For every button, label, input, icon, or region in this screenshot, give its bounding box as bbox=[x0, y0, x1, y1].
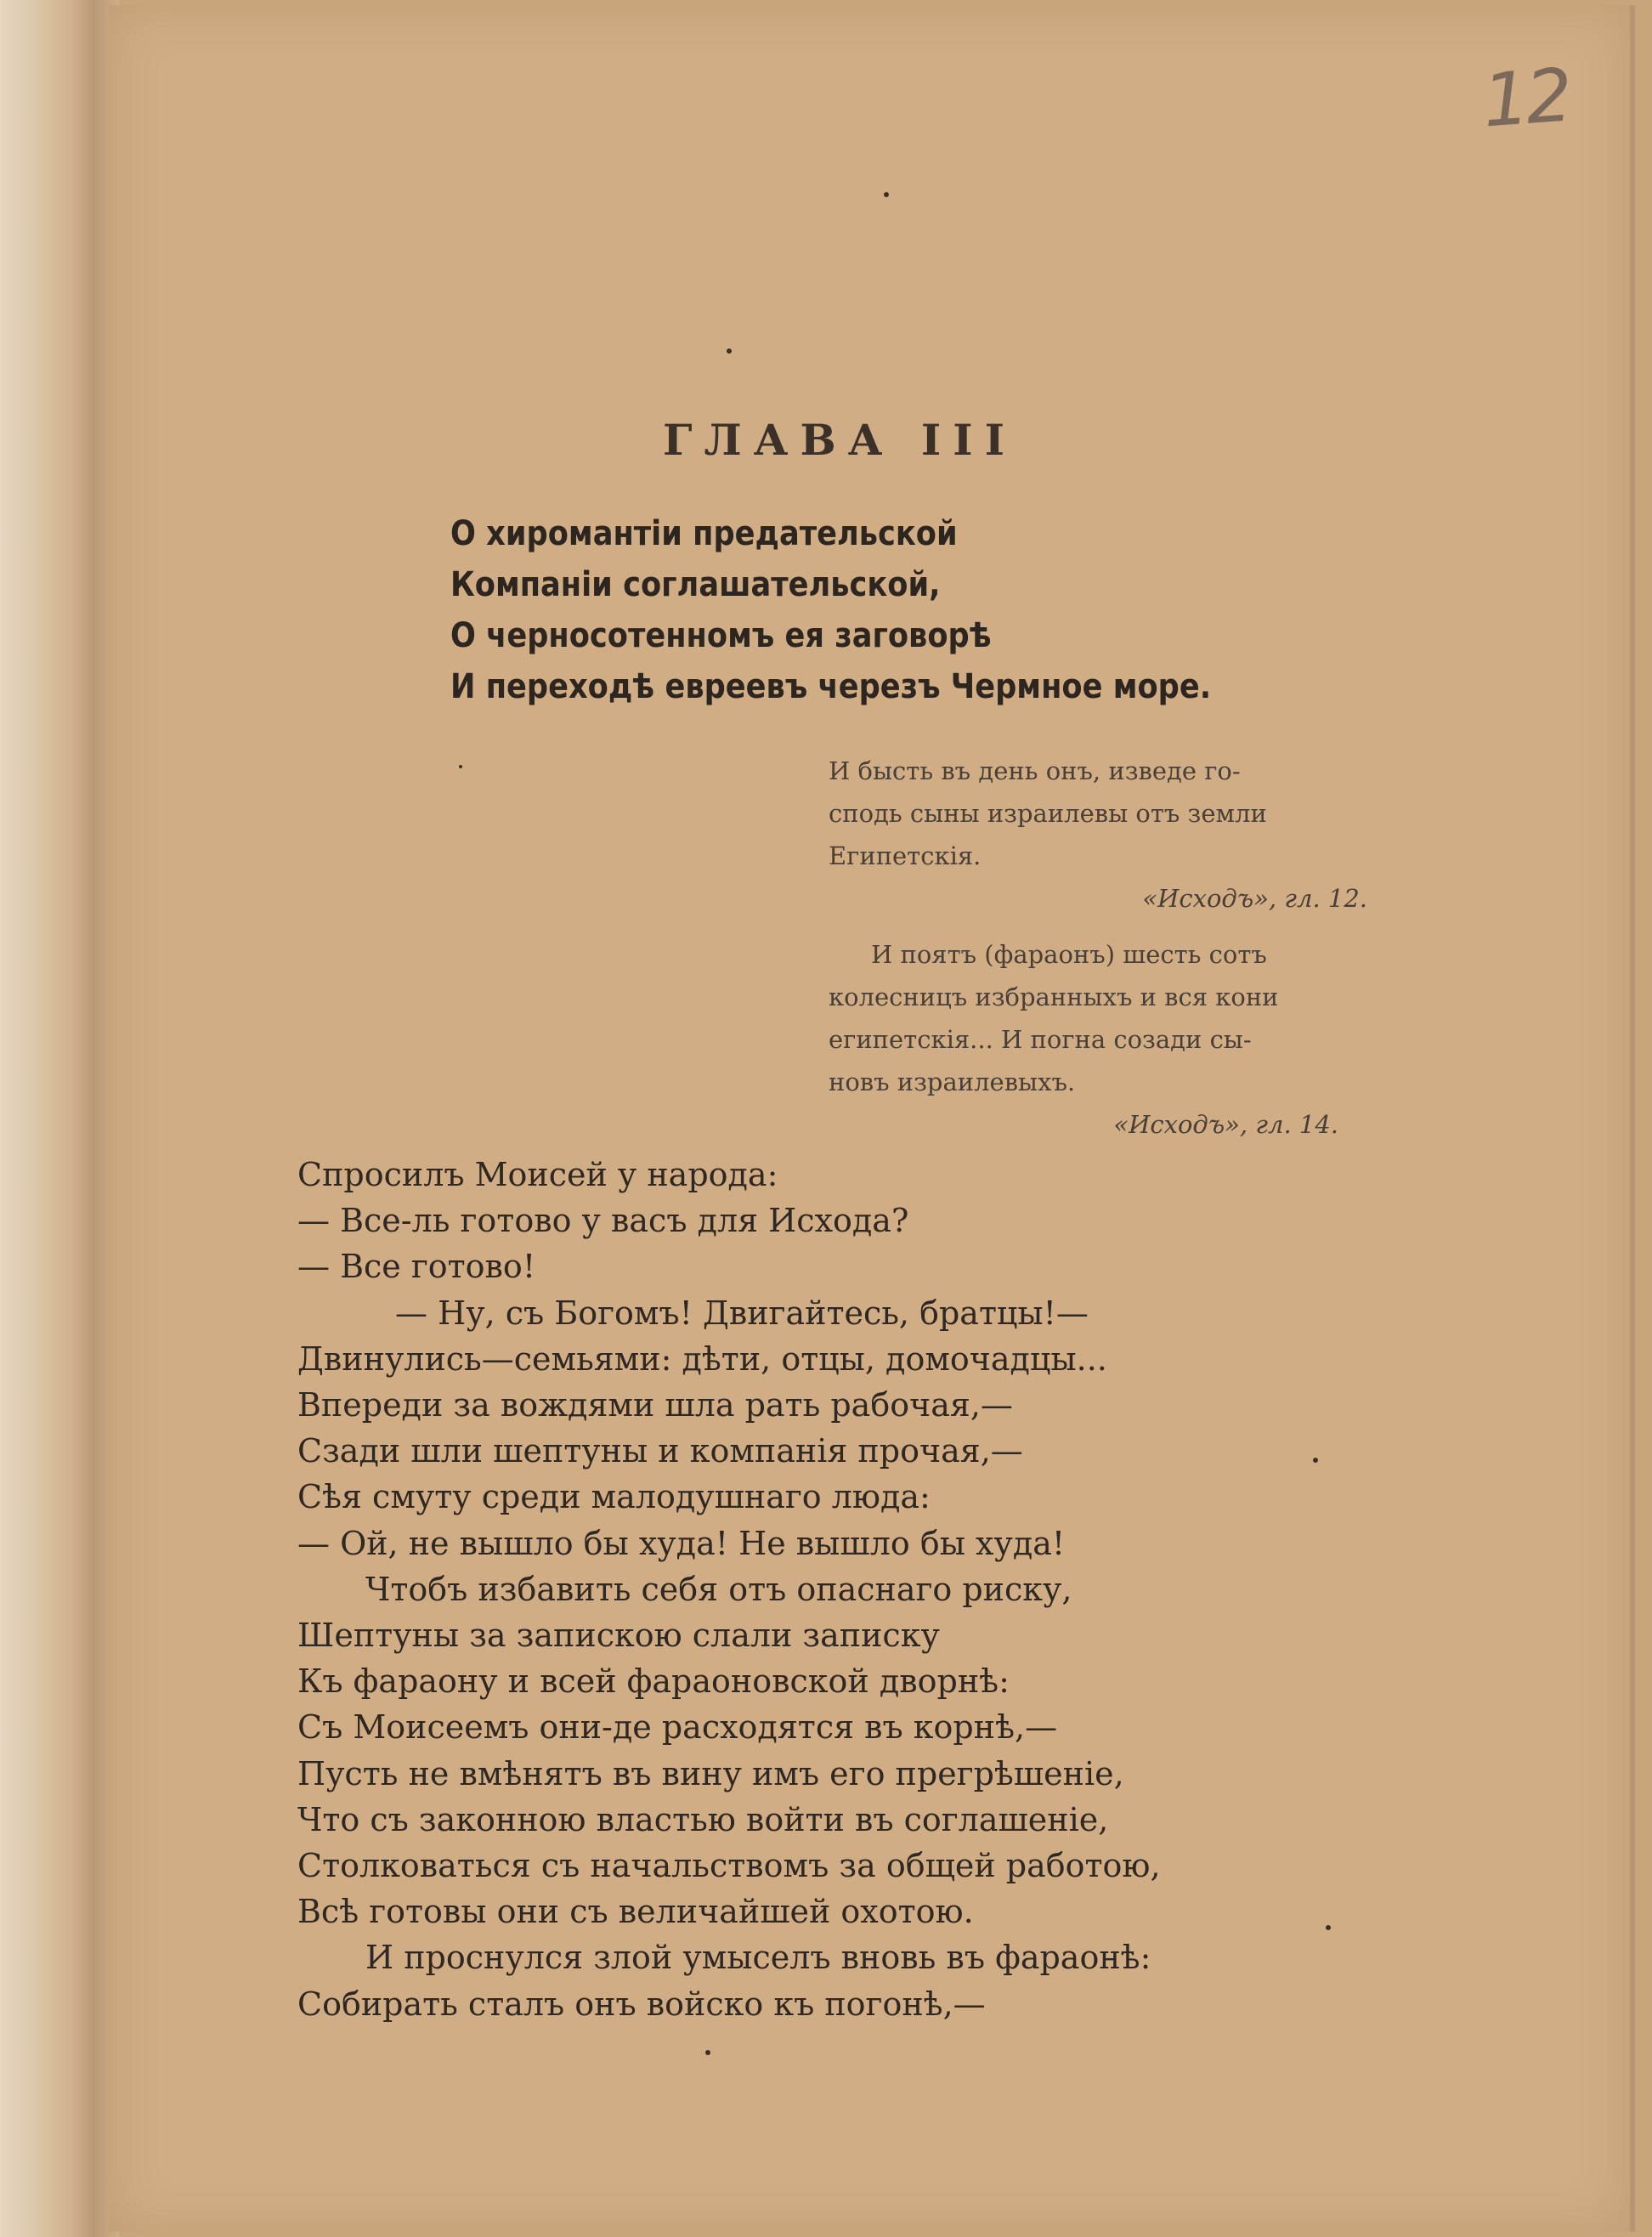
epigraph-line: новъ израилевыхъ. bbox=[829, 1068, 1076, 1096]
poem-line: Всѣ готовы они съ величайшей охотою. bbox=[297, 1893, 974, 1931]
epigraph-line: И поятъ (фараонъ) шесть сотъ bbox=[871, 940, 1267, 969]
poem-line: — Все готово! bbox=[297, 1248, 536, 1286]
epigraph-source: «Исходъ», гл. 12. bbox=[1142, 884, 1367, 913]
poem-line: Что съ законною властью войти въ соглашеніе, bbox=[297, 1800, 1109, 1838]
poem-line: И проснулся злой умыселъ вновь въ фараонѣ: bbox=[365, 1939, 1151, 1977]
poem-line: Къ фараону и всей фараоновской дворнѣ: bbox=[297, 1662, 1010, 1701]
epigraph-1 bbox=[829, 750, 1372, 920]
subtitle-line: Компаніи соглашательской, bbox=[450, 565, 941, 604]
poem-line: Собирать сталъ онъ войско къ погонѣ,— bbox=[297, 1985, 986, 2023]
subtitle-line: О черносотенномъ ея заговорѣ bbox=[450, 616, 992, 655]
epigraph-line: Египетскія. bbox=[829, 841, 982, 870]
epigraph-line: И бысть въ день онъ, изведе го- bbox=[829, 756, 1241, 785]
poem-line: — Ой, не вышло бы худа! Не вышло бы худа! bbox=[297, 1524, 1066, 1562]
poem-line: — Ну, съ Богомъ! Двигайтесь, братцы!— bbox=[395, 1294, 1089, 1332]
poem-line: Сзади шли шептуны и компанія прочая,— bbox=[297, 1432, 1023, 1470]
paper-speck bbox=[1313, 1458, 1318, 1463]
epigraph-line: сподь сыны израилевы отъ земли bbox=[829, 799, 1267, 828]
page-number: 12 bbox=[1479, 53, 1572, 144]
subtitle-line: О хиромантіи предательской bbox=[450, 514, 958, 553]
epigraph-source: «Исходъ», гл. 14. bbox=[1113, 1110, 1338, 1139]
paper-speck bbox=[884, 192, 889, 197]
paper-speck bbox=[705, 2050, 710, 2055]
poem-line: Столковаться съ начальствомъ за общей работою, bbox=[297, 1847, 1161, 1885]
poem-line: Чтобъ избавить себя отъ опаснаго риску, bbox=[365, 1570, 1072, 1608]
poem-line: Спросилъ Моисей у народа: bbox=[297, 1156, 778, 1193]
paper-speck bbox=[459, 765, 462, 768]
poem-line: Сѣя смуту среди малодушнаго люда: bbox=[297, 1478, 931, 1516]
poem-body bbox=[297, 1152, 1161, 2027]
poem-line: — Все-ль готово у васъ для Исхода? bbox=[297, 1202, 909, 1240]
subtitle-line: И переходѣ евреевъ черезъ Чермное море. bbox=[450, 667, 1212, 706]
chapter-subtitle bbox=[450, 508, 1211, 712]
paper-speck bbox=[727, 348, 732, 354]
poem-line: Двинулись—семьями: дѣти, отцы, домочадцы... bbox=[297, 1339, 1107, 1378]
poem-line: Съ Моисеемъ они-де расходятся въ корнѣ,— bbox=[297, 1708, 1058, 1747]
epigraph-2 bbox=[829, 933, 1372, 1146]
epigraph-line: египетскія... И погна созади сы- bbox=[829, 1025, 1252, 1054]
poem-line: Пусть не вмѣнятъ въ вину имъ его прегрѣшеніе, bbox=[297, 1754, 1124, 1792]
binding-strip bbox=[0, 0, 119, 2237]
chapter-title: ГЛАВА III bbox=[663, 415, 1017, 465]
paper-speck bbox=[1326, 1925, 1331, 1930]
poem-line: Впереди за вождями шла рать рабочая,— bbox=[297, 1386, 1013, 1424]
poem-line: Шептуны за запискою слали записку bbox=[297, 1617, 940, 1655]
epigraph-line: колесницъ избранныхъ и вся кони bbox=[829, 983, 1279, 1011]
